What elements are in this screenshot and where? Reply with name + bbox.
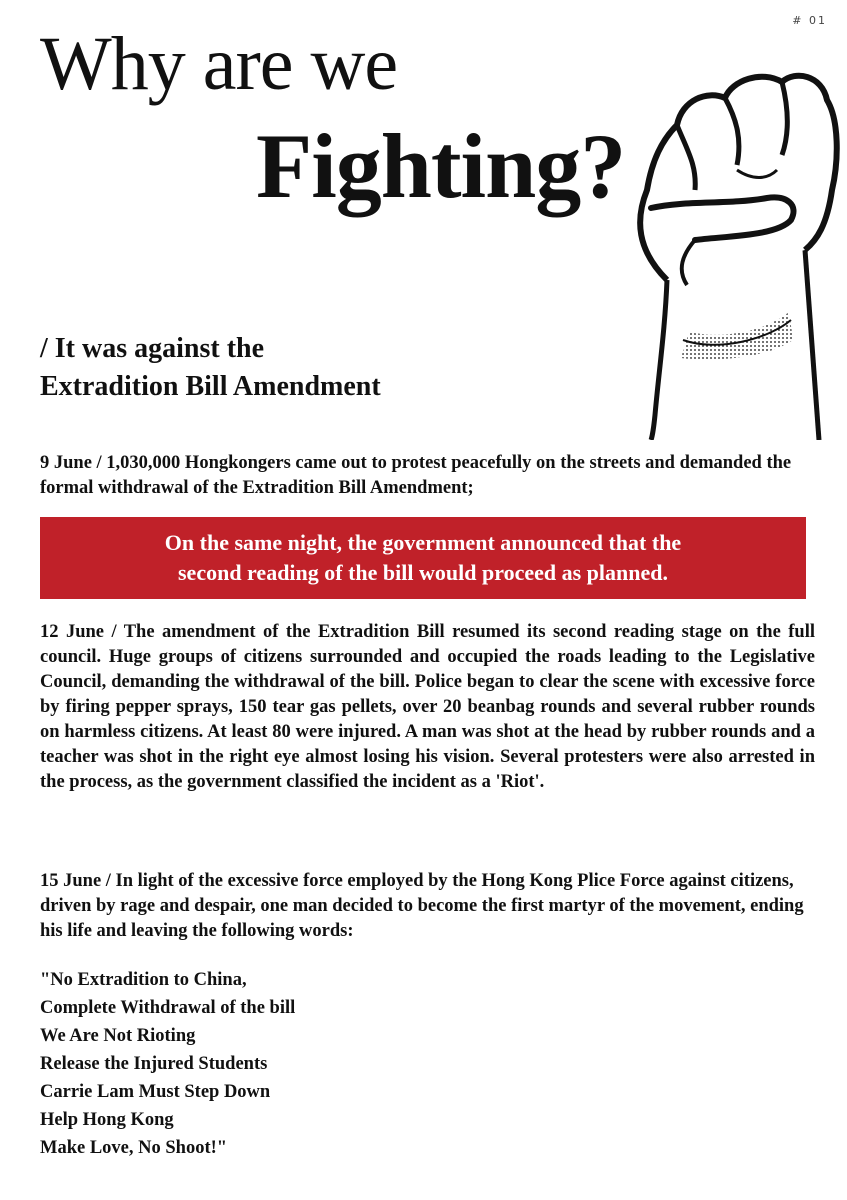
quote-line: Complete Withdrawal of the bill bbox=[40, 998, 296, 1018]
paragraph-june-9: 9 June / 1,030,000 Hongkongers came out to protest peacefully on the streets and demanded the formal withdrawal of the Extradition Bill Amendment; bbox=[40, 453, 792, 498]
quote-block bbox=[40, 966, 295, 1162]
quote-line: Release the Injured Students bbox=[40, 1054, 268, 1074]
paragraph-june-15: 15 June / In light of the excessive force employed by the Hong Kong Plice Force against citizens, driven by rage and despair, one man decided to become the first martyr of the movement, ending his life and leaving the following words: bbox=[40, 871, 804, 941]
raised-fist-icon bbox=[577, 40, 847, 440]
page-number: # 01 bbox=[792, 14, 827, 27]
quote-line: We Are Not Rioting bbox=[40, 1026, 196, 1046]
title-line-1: Why are we bbox=[40, 22, 398, 106]
quote-line: Make Love, No Shoot!" bbox=[40, 1138, 228, 1158]
banner-line-1: On the same night, the government announced that the bbox=[164, 530, 682, 555]
title-line-2: Fighting? bbox=[256, 115, 626, 217]
subheading-line-1: / It was against the bbox=[40, 333, 265, 364]
subheading-line-2: Extradition Bill Amendment bbox=[40, 371, 381, 402]
quote-line: Carrie Lam Must Step Down bbox=[40, 1082, 271, 1102]
banner-line-2: second reading of the bill would proceed as planned. bbox=[178, 560, 668, 585]
quote-line: "No Extradition to China, bbox=[40, 970, 247, 990]
quote-line: Help Hong Kong bbox=[40, 1110, 174, 1130]
highlight-banner bbox=[40, 517, 806, 599]
paragraph-june-12: 12 June / The amendment of the Extradition Bill resumed its second reading stage on the full council. Huge groups of citizens surrounded and occupied the roads leading to the Legislative Council, demanding the withdrawal of the bill. Police began to clear the scene with excessive force by firing pepper sprays, 150 tear gas pellets, over 20 beanbag rounds and several rubber rounds on harmless citizens. At least 80 were injured. A man was shot at the head by rubber rounds and a teacher was shot in the right eye almost losing his vision. Several protesters were also arrested in the process, as the government classified the incident as a 'Riot'. bbox=[40, 622, 815, 792]
subheading bbox=[40, 330, 381, 406]
